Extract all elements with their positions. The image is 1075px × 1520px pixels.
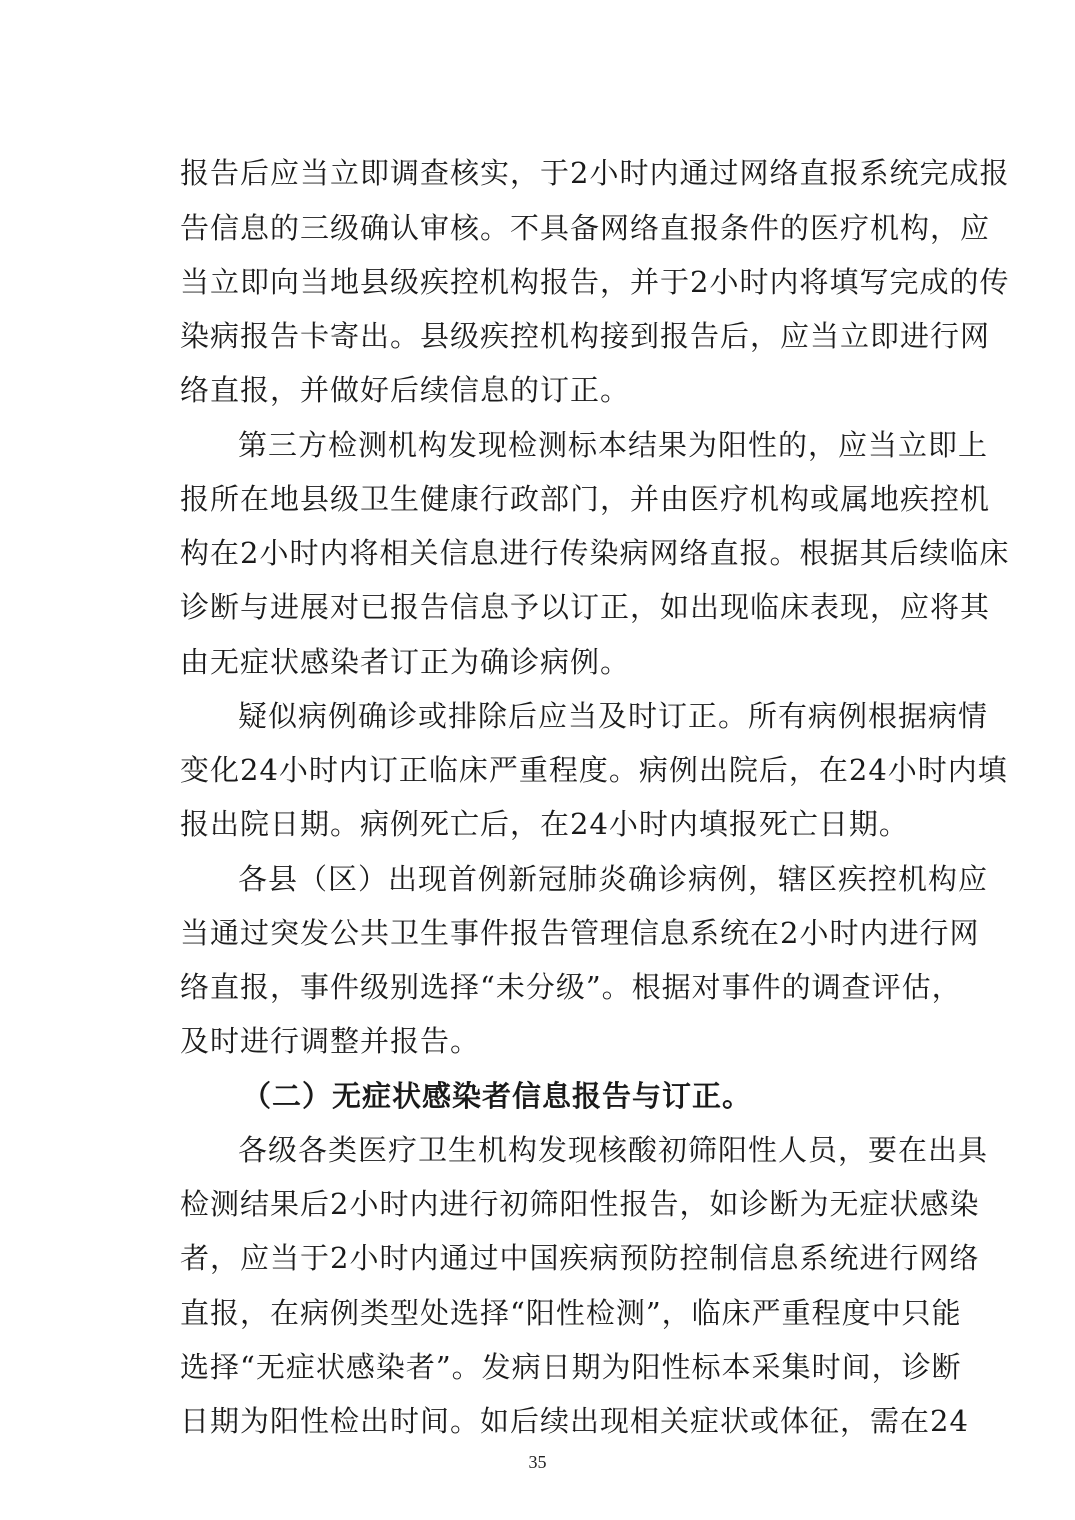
body-text-line: 报所在地县级卫生健康行政部门，并由医疗机构或属地疾控机: [180, 482, 991, 516]
body-text-line: 当立即向当地县级疾控机构报告，并于2小时内将填写完成的传: [180, 265, 1010, 299]
body-text-line: 由无症状感染者订正为确诊病例。: [180, 645, 631, 679]
paragraph-first-line: 疑似病例确诊或排除后应当及时订正。所有病例根据病情: [238, 699, 989, 733]
paragraph-first-line: 各级各类医疗卫生机构发现核酸初筛阳性人员，要在出具: [238, 1133, 989, 1167]
page-number: 35: [528, 1452, 547, 1472]
body-text-line: 构在2小时内将相关信息进行传染病网络直报。根据其后续临床: [180, 536, 1010, 570]
body-text-line: 络直报，并做好后续信息的订正。: [180, 373, 631, 407]
body-text-line: 报出院日期。病例死亡后，在24小时内填报死亡日期。: [180, 807, 909, 841]
paragraph-first-line: 各县（区）出现首例新冠肺炎确诊病例，辖区疾控机构应: [238, 862, 989, 896]
body-text-line: 者，应当于2小时内通过中国疾病预防控制信息系统进行网络: [180, 1241, 980, 1275]
body-text-line: 染病报告卡寄出。县级疾控机构接到报告后，应当立即进行网: [180, 319, 991, 353]
body-text-line: 络直报，事件级别选择“未分级”。根据对事件的调查评估，: [180, 970, 962, 1004]
paragraph-first-line: 第三方检测机构发现检测标本结果为阳性的，应当立即上: [238, 428, 989, 462]
section-heading: （二）无症状感染者信息报告与订正。: [242, 1079, 753, 1113]
body-text-line: 及时进行调整并报告。: [180, 1024, 481, 1058]
body-text-line: 变化24小时内订正临床严重程度。病例出院后，在24小时内填: [180, 753, 1008, 787]
body-text-line: 选择“无症状感染者”。发病日期为阳性标本采集时间，诊断: [180, 1350, 962, 1384]
body-text-line: 日期为阳性检出时间。如后续出现相关症状或体征，需在24: [180, 1404, 969, 1438]
body-text-line: 告信息的三级确认审核。不具备网络直报条件的医疗机构，应: [180, 211, 991, 245]
body-text-line: 报告后应当立即调查核实，于2小时内通过网络直报系统完成报: [180, 156, 1010, 190]
body-text-line: 检测结果后2小时内进行初筛阳性报告，如诊断为无症状感染: [180, 1187, 980, 1221]
body-text-line: 当通过突发公共卫生事件报告管理信息系统在2小时内进行网: [180, 916, 980, 950]
body-text-line: 诊断与进展对已报告信息予以订正，如出现临床表现，应将其: [180, 590, 991, 624]
body-text-line: 直报，在病例类型处选择“阳性检测”，临床严重程度中只能: [180, 1296, 962, 1330]
